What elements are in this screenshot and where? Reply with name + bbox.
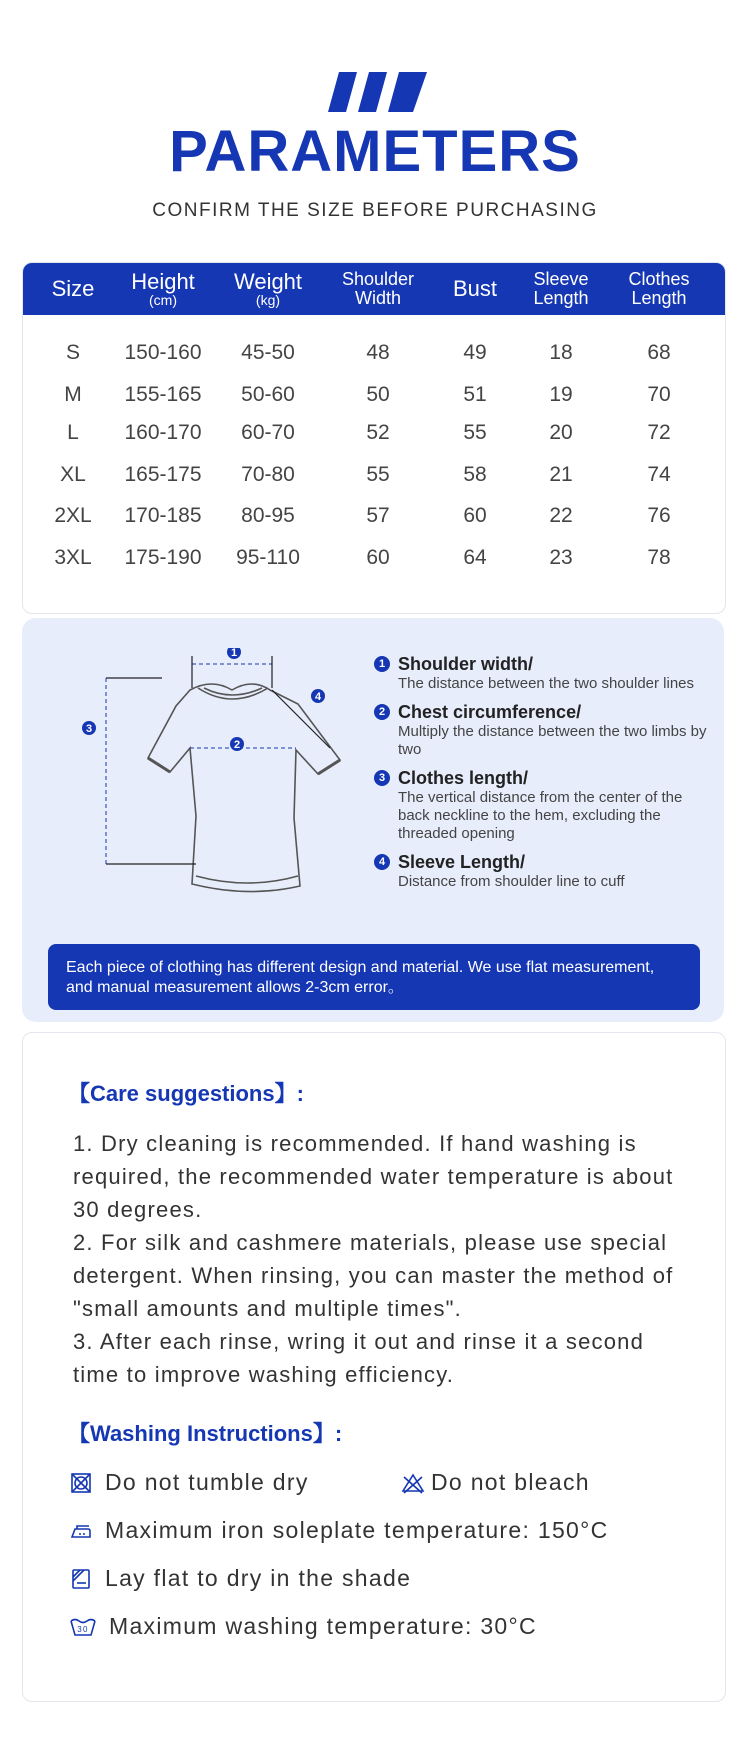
wash-item-iron — [69, 1517, 609, 1544]
wash-label: Lay flat to dry in the shade — [105, 1565, 412, 1591]
table-cell: 170-185 — [124, 504, 202, 527]
marker-4: 4 — [314, 691, 322, 703]
desc-text: The vertical distance from the center of the back neckline to the hem, excluding the threaded opening — [398, 789, 683, 842]
desc-title: Chest circumference/ — [398, 702, 582, 722]
header-height: Height (cm) — [131, 268, 195, 308]
table-cell: 70-80 — [241, 463, 295, 486]
number-badge: 1 — [374, 656, 390, 672]
desc-title: Shoulder width/ — [398, 654, 533, 674]
care-paragraph: 1. Dry cleaning is recommended. If hand washing is required, the recommended water temperature is about 30 degrees. — [73, 1131, 674, 1222]
desc-title: Clothes length/ — [398, 768, 528, 788]
number-badge: 2 — [374, 704, 390, 720]
washing-instructions-heading: 【Washing Instructions】: — [68, 1421, 343, 1446]
table-cell: 155-165 — [124, 383, 202, 406]
header-sleeve-length: Sleeve Length — [533, 269, 589, 308]
number-badge: 4 — [374, 854, 390, 870]
chest-circumference-description — [374, 701, 714, 759]
table-cell: 18 — [549, 341, 573, 364]
page-title: PARAMETERS — [169, 119, 581, 184]
header-shoulder-width: Shoulder Width — [341, 269, 415, 308]
wash-temp-label: 30 — [77, 1624, 89, 1634]
wash-item-wash-30 — [69, 1613, 537, 1640]
number-badge: 3 — [374, 770, 390, 786]
table-cell: 19 — [549, 383, 573, 406]
desc-text: Distance from shoulder line to cuff — [398, 873, 625, 890]
table-cell: 60 — [366, 546, 390, 569]
wash-30-icon — [69, 1615, 97, 1639]
care-paragraph: 3. After each rinse, wring it out and rinse it a second time to improve washing efficiency. — [73, 1329, 645, 1387]
brand-logo — [327, 72, 427, 112]
table-cell: 78 — [647, 546, 671, 569]
table-cell: 20 — [549, 421, 573, 444]
size-label: L — [67, 421, 79, 444]
size-label: XL — [60, 463, 86, 486]
size-label: S — [65, 341, 81, 364]
marker-2: 2 — [233, 739, 241, 751]
dry-flat-shade-icon — [69, 1567, 93, 1591]
table-cell: 80-95 — [241, 504, 295, 527]
table-cell: 50-60 — [241, 383, 295, 406]
table-cell: 68 — [647, 341, 671, 364]
wash-item-no-bleach — [401, 1469, 590, 1496]
header-bust: Bust — [452, 276, 498, 301]
iron-icon — [69, 1519, 93, 1543]
care-section — [22, 1032, 726, 1702]
table-cell: 52 — [366, 421, 390, 444]
table-cell: 60 — [463, 504, 487, 527]
size-chart-table — [22, 262, 726, 614]
table-cell: 76 — [647, 504, 671, 527]
table-cell: 175-190 — [124, 546, 202, 569]
size-label: 3XL — [54, 546, 92, 569]
size-label: 2XL — [54, 504, 92, 527]
tshirt-diagram — [72, 648, 372, 908]
marker-1: 1 — [230, 648, 238, 659]
wash-item-dry-flat-shade — [69, 1565, 411, 1592]
table-cell: 165-175 — [124, 463, 202, 486]
table-cell: 22 — [549, 504, 573, 527]
table-cell: 60-70 — [241, 421, 295, 444]
header-size: Size — [51, 276, 95, 301]
table-cell: 55 — [366, 463, 390, 486]
care-paragraph: 2. For silk and cashmere materials, please use special detergent. When rinsing, you can master the method of "small amounts and multiple times". — [73, 1230, 674, 1321]
table-cell: 51 — [463, 383, 487, 406]
measurement-descriptions — [374, 653, 714, 899]
wash-label: Maximum iron soleplate temperature: 150°C — [105, 1517, 609, 1543]
table-cell: 160-170 — [124, 421, 202, 444]
measurement-guide — [22, 618, 724, 1022]
shoulder-width-description — [374, 653, 714, 693]
table-cell: 64 — [463, 546, 487, 569]
no-tumble-dry-icon — [69, 1471, 93, 1495]
clothes-length-description — [374, 767, 714, 843]
header-weight: Weight (kg) — [233, 268, 303, 308]
wash-label: Do not bleach — [431, 1469, 590, 1495]
no-bleach-icon — [401, 1471, 425, 1495]
measurement-error-note: Each piece of clothing has different design and material. We use flat measurement, and manual measurement allows 2-3cm error。 — [48, 944, 700, 1010]
table-cell: 150-160 — [124, 341, 202, 364]
table-cell: 50 — [366, 383, 390, 406]
table-cell: 58 — [463, 463, 487, 486]
wash-label: Do not tumble dry — [105, 1469, 309, 1495]
table-cell: 74 — [647, 463, 671, 486]
table-cell: 49 — [463, 341, 487, 364]
table-cell: 23 — [549, 546, 573, 569]
care-suggestions-text — [73, 1127, 693, 1391]
desc-text: Multiply the distance between the two limbs by two — [398, 723, 707, 758]
wash-item-no-tumble-dry — [69, 1469, 309, 1496]
table-cell: 45-50 — [241, 341, 295, 364]
size-chart-header — [23, 263, 725, 315]
table-cell: 70 — [647, 383, 671, 406]
care-suggestions-heading: 【Care suggestions】: — [68, 1081, 304, 1106]
desc-title: Sleeve Length/ — [398, 852, 526, 872]
page-subtitle: CONFIRM THE SIZE BEFORE PURCHASING — [152, 200, 598, 221]
marker-3: 3 — [85, 723, 93, 735]
table-cell: 72 — [647, 421, 671, 444]
header-clothes-length: Clothes Length — [628, 269, 690, 308]
table-cell: 48 — [366, 341, 390, 364]
table-cell: 57 — [366, 504, 390, 527]
wash-label: Maximum washing temperature: 30°C — [109, 1613, 537, 1639]
size-label: M — [64, 383, 82, 406]
table-cell: 95-110 — [236, 546, 300, 569]
table-cell: 55 — [463, 421, 487, 444]
table-cell: 21 — [549, 463, 573, 486]
desc-text: The distance between the two shoulder lines — [398, 675, 695, 692]
sleeve-length-description — [374, 851, 714, 891]
